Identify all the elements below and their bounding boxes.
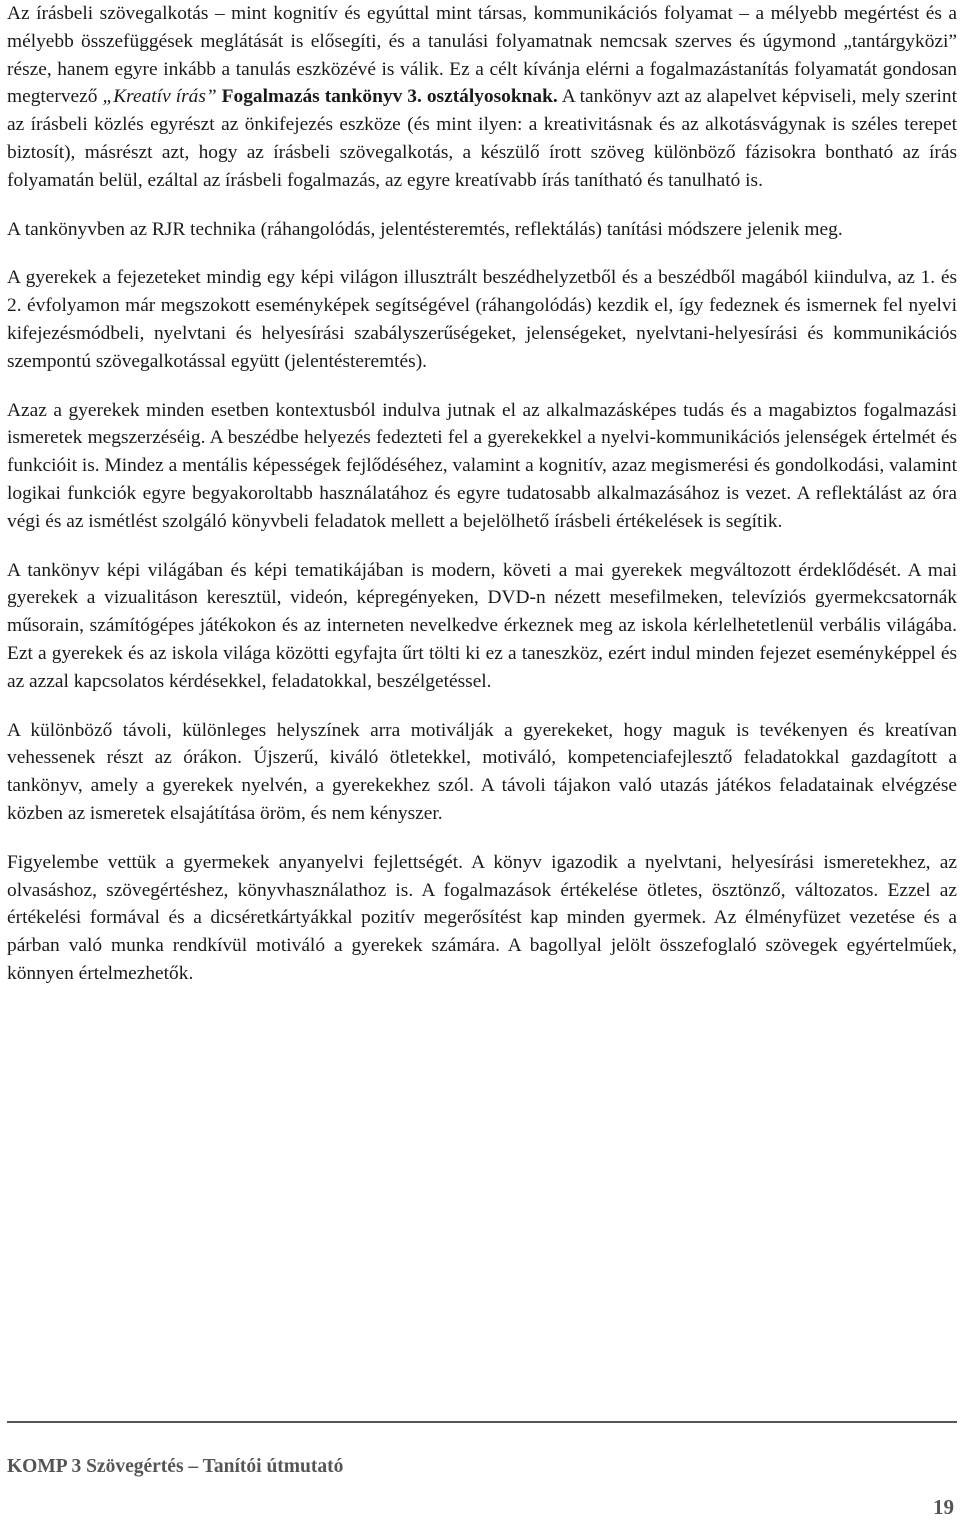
paragraph-intro-text-a: Az írásbeli szövegalkotás – mint kognitív és egyúttal mint társas, kommunikációs folyamat – a mélyebb megértést és a mélyebb összefüggések meglátását is elősegíti, és a tanulási folyamatnak nemcsak szerves és úgymond „tantárgyközi” része, hanem egyre inkább a tanulás eszközévé is válik. Ez a célt kívánja elérni a fogalmazástanítás folyamatát gondosan megtervező bbox=[7, 3, 957, 108]
paragraph-context: Azaz a gyerekek minden esetben kontextusból indulva jutnak el az alkalmazásképes tudás és a magabiztos fogalmazási ismeretek megszerzéséig. A beszédbe helyezés fedezteti fel a gyerekekkel a nyelvi-kommunikációs jelenségek értelmét és funkcióit is. Mindez a mentális képességek fejlődéséhez, valamint a kognitív, azaz megismerési és gondolkodási, valamint logikai funkciók egyre begyakoroltabb használatához és egyre tudatosabb alkalmazásához is vezet. A reflektálást az óra végi és az ismétlést szolgáló könyvbeli feladatok mellett a bejelölhető írásbeli értékelések is segítik. bbox=[7, 399, 957, 532]
paragraph-visual-world: A tankönyv képi világában és képi tematikájában is modern, követi a mai gyerekek megváltozott érdeklődését. A mai gyerekek a vizualitáson keresztül, videón, képregényeken, DVD-n nézett mesefilmeken, televíziós gyermekcsatornák műsorain, számítógépes játékokon és az interneten nevelkedve érkeznek meg az iskola kérlelhetetlenül verbális világába. Ezt a gyerekek és az iskola világa közötti egyfajta űrt tölti ki ez a taneszköz, ezért indul minden fejezet eseményképpel és az azzal kapcsolatos kérdésekkel, feladatokkal, beszélgetéssel. bbox=[7, 559, 957, 692]
paragraph-locations: A különböző távoli, különleges helyszínek arra motiválják a gyerekeket, hogy maguk is tevékenyen és kreatívan vehessenek részt az órákon. Újszerű, kiváló ötletekkel, motiváló, kompetenciafejlesztő feladatokkal gazdagított a tankönyv, amely a gyerekek nyelvén, a gyerekekhez szól. A távoli tájakon való utazás játékos feladatainak elvégzése közben az ismeretek elsajátítása öröm, és nem kényszer. bbox=[7, 719, 957, 824]
paragraph-chapters: A gyerekek a fejezeteket mindig egy képi világon illusztrált beszédhelyzetből és a beszédből magából kiindulva, az 1. és 2. évfolyamon már megszokott eseményképek segítségével (ráhangolódás) kezdik el, így fedeznek és ismernek fel nyelvi kifejezésmódbeli, nyelvtani és helyesírási szabályszerűségeket, jelenségeket, nyelvtani-helyesírási és kommunikációs szempontú szövegalkotással együtt (jelentésteremtés). bbox=[7, 267, 957, 372]
paragraph-intro bbox=[7, 0, 957, 195]
page-number: 19 bbox=[933, 1495, 954, 1519]
book-title-italic: „Kreatív írás” bbox=[102, 86, 217, 108]
paragraph-development: Figyelembe vettük a gyermekek anyanyelvi fejlettségét. A könyv igazodik a nyelvtani, helyesírási ismeretekhez, az olvasáshoz, szövegértéshez, könyvhasználathoz is. A fogalmazások értékelése ötletes, ösztönző, változatos. Ezzel az értékelési formával és a dicséretkártyákkal pozitív megerősítést kap minden gyermek. Az élményfüzet vezetése és a párban való munka rendkívül motiváló a gyerekek számára. A bagollyal jelölt összefoglaló szövegek egyértelműek, könnyen értelmezhetők. bbox=[7, 851, 957, 984]
paragraph-rjr: A tankönyvben az RJR technika (ráhangolódás, jelentésteremtés, reflektálás) tanítási módszere jelenik meg. bbox=[7, 218, 843, 240]
paragraph-intro-text-d: A tankönyv azt az alapelvet képviseli, mely szerint az írásbeli közlés egyrészt az önkifejezés eszköze (és mint ilyen: a kreativitásnak és az alkotásvágynak is széles terepet biztosít), másrészt azt, hogy az írásbeli szövegalkotás, a készülő írott szöveg különböző fázisokra bontható az írás folyamatán belül, ezáltal az írásbeli fogalmazás, az egyre kreatívabb írás tanítható és tanulható is. bbox=[7, 86, 957, 191]
footer-title: KOMP 3 Szövegértés – Tanítói útmutató bbox=[7, 1456, 344, 1477]
document-body bbox=[7, 0, 957, 1009]
book-title-bold: Fogalmazás tankönyv 3. osztályosoknak. bbox=[221, 86, 558, 108]
footer-divider bbox=[7, 1421, 957, 1423]
